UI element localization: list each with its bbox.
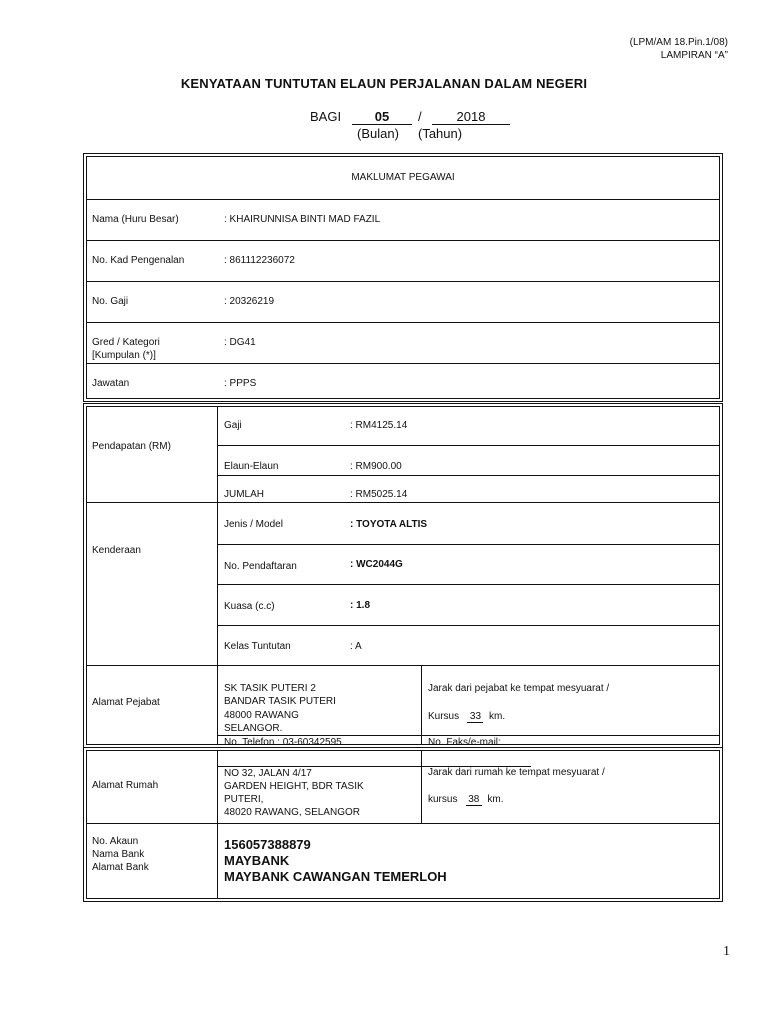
- kuasa-value: : 1.8: [350, 600, 371, 611]
- no-pendaftaran-value: : WC2044G: [350, 559, 403, 570]
- alamat-rumah-label: Alamat Rumah: [92, 780, 159, 791]
- year-caption: (Tahun): [418, 126, 463, 141]
- kelas-tuntutan-label: Kelas Tuntutan: [224, 641, 291, 652]
- kelas-tuntutan-value: : A: [350, 641, 362, 652]
- jawatan-value: : PPPS: [224, 378, 257, 389]
- pendapatan-label: Pendapatan (RM): [92, 441, 171, 452]
- gaji-value: : RM4125.14: [350, 420, 408, 431]
- month-caption: (Bulan): [357, 126, 399, 141]
- kursus-rumah-line: [428, 794, 503, 806]
- gaji-label: Gaji: [224, 420, 242, 431]
- no-akaun-label: No. Akaun: [92, 836, 139, 847]
- rumah-address-line: 48020 RAWANG, SELANGOR: [224, 807, 360, 818]
- kursus-pejabat-km: 33: [467, 711, 483, 723]
- jarak-pejabat-label: Jarak dari pejabat ke tempat mesyuarat /: [428, 683, 610, 694]
- rumah-bank-section: [83, 747, 723, 902]
- section-heading: MAKLUMAT PEGAWAI: [351, 172, 455, 183]
- account-number: 156057388879: [224, 837, 311, 852]
- rumah-address-line: GARDEN HEIGHT, BDR TASIK: [224, 781, 364, 792]
- nama-bank-label: Nama Bank: [92, 849, 145, 860]
- pejabat-address-line: 48000 RAWANG: [224, 710, 299, 721]
- no-gaji-value: : 20326219: [224, 296, 275, 307]
- faks-email-label: No. Faks/e-mail:: [428, 737, 501, 748]
- km-suffix: km.: [489, 711, 506, 722]
- kad-pengenalan-label: No. Kad Pengenalan: [92, 255, 185, 266]
- gred-value: : DG41: [224, 337, 256, 348]
- pejabat-address-line: SELANGOR.: [224, 723, 283, 734]
- jumlah-label: JUMLAH: [224, 489, 265, 500]
- rumah-address-line: PUTERI,: [224, 794, 264, 805]
- km-suffix: km.: [487, 794, 504, 805]
- jumlah-value: : RM5025.14: [350, 489, 408, 500]
- kuasa-label: Kuasa (c.c): [224, 601, 275, 612]
- lampiran-label: LAMPIRAN “A”: [660, 50, 728, 61]
- bank-branch: MAYBANK CAWANGAN TEMERLOH: [224, 869, 447, 884]
- year-value: 2018: [432, 109, 510, 125]
- pejabat-address-line: BANDAR TASIK PUTERI: [224, 696, 336, 707]
- page-number: 1: [723, 944, 730, 959]
- alamat-bank-label: Alamat Bank: [92, 862, 149, 873]
- bank-name: MAYBANK: [224, 853, 290, 868]
- jawatan-label: Jawatan: [92, 378, 130, 389]
- nama-value: : KHAIRUNNISA BINTI MAD FAZIL: [224, 214, 381, 225]
- jarak-rumah-label: Jarak dari rumah ke tempat mesyuarat /: [428, 767, 605, 778]
- pejabat-address-line: SK TASIK PUTERI 2: [224, 683, 316, 694]
- kursus-pejabat-line: [428, 711, 505, 723]
- kursus-prefix: Kursus: [428, 711, 460, 722]
- no-gaji-label: No. Gaji: [92, 296, 129, 307]
- maklumat-pegawai-section: [83, 153, 723, 402]
- kenderaan-label: Kenderaan: [92, 545, 141, 556]
- alamat-pejabat-label: Alamat Pejabat: [92, 697, 160, 708]
- kad-pengenalan-value: : 861112236072: [224, 255, 295, 266]
- kursus-rumah-km: 38: [466, 794, 482, 806]
- kumpulan-label: [Kumpulan (*)]: [92, 350, 156, 361]
- elaun-value: : RM900.00: [350, 461, 402, 472]
- nama-label: Nama (Huru Besar): [92, 214, 179, 225]
- gred-label: Gred / Kategori: [92, 337, 160, 348]
- jenis-model-value: : TOYOTA ALTIS: [350, 519, 428, 530]
- bagi-label: BAGI: [310, 109, 342, 124]
- elaun-label: Elaun-Elaun: [224, 461, 279, 472]
- form-reference-code: (LPM/AM 18.Pin.1/08): [629, 37, 728, 48]
- rumah-address-line: NO 32, JALAN 4/17: [224, 768, 312, 779]
- jenis-model-label: Jenis / Model: [224, 519, 283, 530]
- month-value: 05: [352, 109, 412, 125]
- no-pendaftaran-label: No. Pendaftaran: [224, 561, 297, 572]
- pejabat-telefon: No. Telefon : 03-60342595: [224, 737, 342, 748]
- slash: /: [418, 109, 422, 124]
- pendapatan-kenderaan-section: [83, 403, 723, 748]
- kursus-prefix: kursus: [428, 794, 458, 805]
- page-title: KENYATAAN TUNTUTAN ELAUN PERJALANAN DALAM NEGERI: [180, 76, 588, 91]
